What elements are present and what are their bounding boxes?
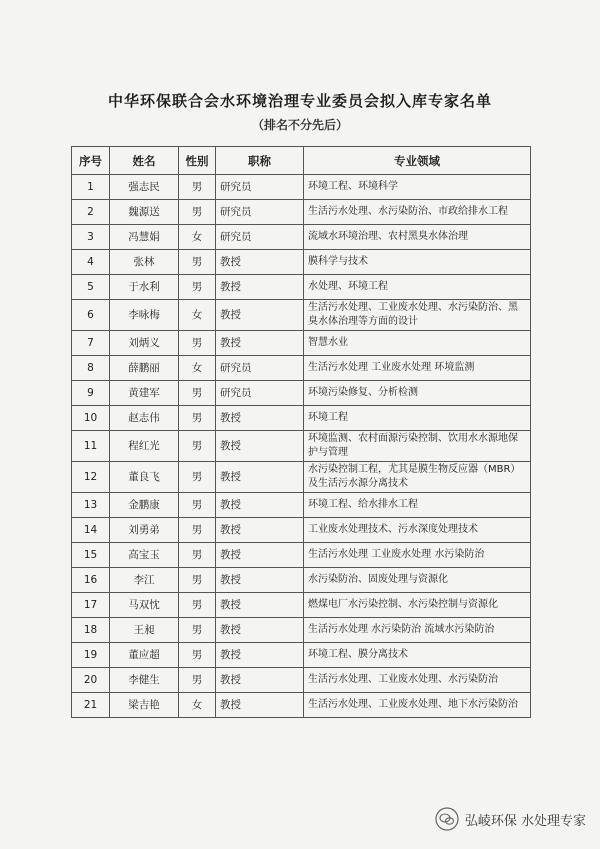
cell-index: 16 xyxy=(72,568,110,593)
table-row xyxy=(72,568,531,593)
cell-gender: 男 xyxy=(179,493,216,518)
cell-name: 于水利 xyxy=(110,275,179,300)
cell-index: 15 xyxy=(72,543,110,568)
cell-field: 智慧水业 xyxy=(304,331,531,356)
table-row xyxy=(72,175,531,200)
table-row xyxy=(72,493,531,518)
cell-field: 膜科学与技术 xyxy=(304,250,531,275)
cell-gender: 男 xyxy=(179,568,216,593)
table-body xyxy=(72,175,531,718)
cell-index: 17 xyxy=(72,593,110,618)
cell-field: 环境工程、环境科学 xyxy=(304,175,531,200)
cell-field: 生活污水处理 工业废水处理 环境监测 xyxy=(304,356,531,381)
cell-gender: 男 xyxy=(179,462,216,493)
cell-gender: 女 xyxy=(179,356,216,381)
table-row xyxy=(72,431,531,462)
cell-index: 3 xyxy=(72,225,110,250)
cell-name: 刘炳义 xyxy=(110,331,179,356)
table-row xyxy=(72,275,531,300)
cell-index: 21 xyxy=(72,693,110,718)
cell-name: 强志民 xyxy=(110,175,179,200)
cell-name: 冯慧娟 xyxy=(110,225,179,250)
cell-index: 10 xyxy=(72,406,110,431)
cell-index: 19 xyxy=(72,643,110,668)
cell-index: 2 xyxy=(72,200,110,225)
cell-title: 教授 xyxy=(216,250,304,275)
cell-name: 黄建军 xyxy=(110,381,179,406)
cell-name: 张林 xyxy=(110,250,179,275)
cell-field: 生活污水处理、工业废水处理、地下水污染防治 xyxy=(304,693,531,718)
cell-index: 5 xyxy=(72,275,110,300)
wechat-icon xyxy=(435,807,459,831)
watermark-text: 弘崚环保 水处理专家 xyxy=(464,813,586,829)
cell-gender: 男 xyxy=(179,200,216,225)
cell-title: 教授 xyxy=(216,275,304,300)
cell-title: 教授 xyxy=(216,693,304,718)
cell-field: 生活污水处理、水污染防治、市政给排水工程 xyxy=(304,200,531,225)
cell-field: 生活污水处理、工业废水处理、水污染防治、黑臭水体治理等方面的设计 xyxy=(304,300,531,331)
cell-field: 环境工程 xyxy=(304,406,531,431)
table-row xyxy=(72,200,531,225)
cell-gender: 女 xyxy=(179,300,216,331)
cell-field: 水处理、环境工程 xyxy=(304,275,531,300)
cell-field: 工业废水处理技术、污水深度处理技术 xyxy=(304,518,531,543)
cell-field: 环境工程、给水排水工程 xyxy=(304,493,531,518)
table-row xyxy=(72,406,531,431)
cell-name: 李咏梅 xyxy=(110,300,179,331)
cell-gender: 男 xyxy=(179,250,216,275)
table-row xyxy=(72,668,531,693)
cell-title: 研究员 xyxy=(216,381,304,406)
table-row xyxy=(72,693,531,718)
cell-field: 生活污水处理、工业废水处理、水污染防治 xyxy=(304,668,531,693)
cell-index: 18 xyxy=(72,618,110,643)
cell-name: 赵志伟 xyxy=(110,406,179,431)
cell-index: 12 xyxy=(72,462,110,493)
table-row xyxy=(72,300,531,331)
cell-gender: 男 xyxy=(179,431,216,462)
cell-gender: 男 xyxy=(179,543,216,568)
table-row xyxy=(72,225,531,250)
cell-title: 教授 xyxy=(216,568,304,593)
cell-title: 教授 xyxy=(216,300,304,331)
table-row xyxy=(72,356,531,381)
table-row xyxy=(72,462,531,493)
cell-title: 教授 xyxy=(216,668,304,693)
cell-name: 王昶 xyxy=(110,618,179,643)
cell-title: 研究员 xyxy=(216,356,304,381)
cell-gender: 女 xyxy=(179,225,216,250)
cell-index: 13 xyxy=(72,493,110,518)
cell-name: 薛鹏丽 xyxy=(110,356,179,381)
table-row xyxy=(72,331,531,356)
cell-gender: 男 xyxy=(179,518,216,543)
cell-name: 董良飞 xyxy=(110,462,179,493)
cell-name: 金鹏康 xyxy=(110,493,179,518)
cell-gender: 男 xyxy=(179,593,216,618)
cell-title: 教授 xyxy=(216,462,304,493)
cell-title: 教授 xyxy=(216,643,304,668)
cell-gender: 男 xyxy=(179,381,216,406)
cell-gender: 男 xyxy=(179,175,216,200)
cell-name: 魏源送 xyxy=(110,200,179,225)
table-row xyxy=(72,381,531,406)
cell-index: 14 xyxy=(72,518,110,543)
cell-name: 李健生 xyxy=(110,668,179,693)
cell-index: 7 xyxy=(72,331,110,356)
table-row xyxy=(72,593,531,618)
cell-field: 燃煤电厂水污染控制、水污染控制与资源化 xyxy=(304,593,531,618)
cell-index: 8 xyxy=(72,356,110,381)
page-title: 中华环保联合会水环境治理专业委员会拟入库专家名单 xyxy=(107,92,492,110)
cell-gender: 男 xyxy=(179,406,216,431)
cell-gender: 女 xyxy=(179,693,216,718)
cell-field: 水污染控制工程，尤其是膜生物反应器（MBR）及生活污水源分离技术 xyxy=(304,462,531,493)
cell-name: 高宝玉 xyxy=(110,543,179,568)
cell-index: 11 xyxy=(72,431,110,462)
cell-gender: 男 xyxy=(179,643,216,668)
cell-name: 梁吉艳 xyxy=(110,693,179,718)
cell-title: 教授 xyxy=(216,406,304,431)
cell-title: 教授 xyxy=(216,331,304,356)
header-name: 姓名 xyxy=(110,147,179,175)
cell-name: 马双忱 xyxy=(110,593,179,618)
cell-field: 水污染防治、固废处理与资源化 xyxy=(304,568,531,593)
cell-field: 环境监测、农村面源污染控制、饮用水水源地保护与管理 xyxy=(304,431,531,462)
table-header-row xyxy=(72,147,531,175)
cell-gender: 男 xyxy=(179,668,216,693)
header-title: 职称 xyxy=(216,147,304,175)
cell-index: 6 xyxy=(72,300,110,331)
table-row xyxy=(72,518,531,543)
cell-title: 教授 xyxy=(216,431,304,462)
table-row xyxy=(72,250,531,275)
cell-gender: 男 xyxy=(179,275,216,300)
cell-title: 教授 xyxy=(216,493,304,518)
cell-index: 1 xyxy=(72,175,110,200)
table-row xyxy=(72,543,531,568)
cell-gender: 男 xyxy=(179,331,216,356)
cell-index: 20 xyxy=(72,668,110,693)
header-index: 序号 xyxy=(72,147,110,175)
cell-field: 生活污水处理 工业废水处理 水污染防治 xyxy=(304,543,531,568)
cell-title: 研究员 xyxy=(216,225,304,250)
cell-name: 程红光 xyxy=(110,431,179,462)
cell-name: 董应超 xyxy=(110,643,179,668)
cell-title: 研究员 xyxy=(216,200,304,225)
cell-field: 环境污染修复、分析检测 xyxy=(304,381,531,406)
cell-field: 生活污水处理 水污染防治 流域水污染防治 xyxy=(304,618,531,643)
cell-title: 教授 xyxy=(216,543,304,568)
cell-name: 李江 xyxy=(110,568,179,593)
header-gender: 性别 xyxy=(179,147,216,175)
watermark xyxy=(435,807,586,831)
page-subtitle: （排名不分先后） xyxy=(251,118,348,132)
cell-gender: 男 xyxy=(179,618,216,643)
cell-index: 9 xyxy=(72,381,110,406)
cell-title: 教授 xyxy=(216,618,304,643)
table-row xyxy=(72,643,531,668)
cell-field: 环境工程、膜分离技术 xyxy=(304,643,531,668)
cell-title: 教授 xyxy=(216,518,304,543)
expert-table xyxy=(71,146,531,718)
cell-title: 教授 xyxy=(216,593,304,618)
header-field: 专业领域 xyxy=(304,147,531,175)
table-row xyxy=(72,618,531,643)
cell-field: 流域水环境治理、农村黑臭水体治理 xyxy=(304,225,531,250)
cell-title: 研究员 xyxy=(216,175,304,200)
cell-index: 4 xyxy=(72,250,110,275)
cell-name: 刘勇弟 xyxy=(110,518,179,543)
